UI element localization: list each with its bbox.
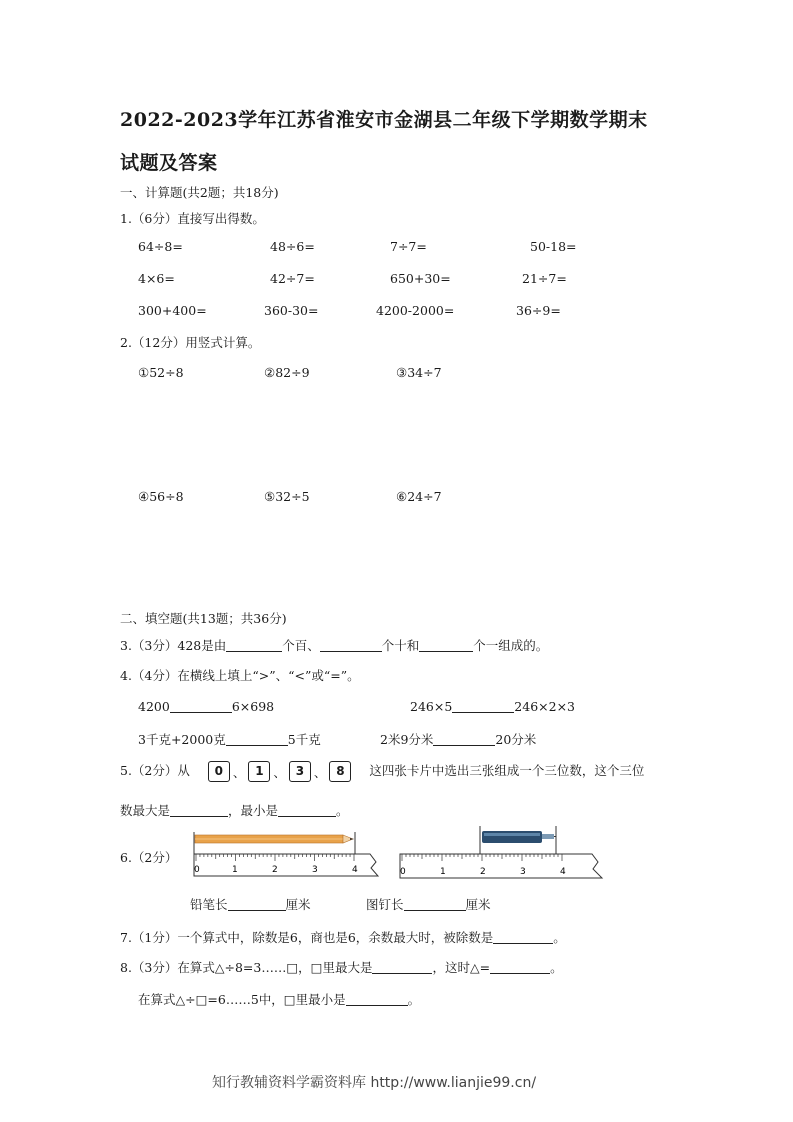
section-header-fill: 二、填空题(共13题；共36分) (120, 611, 287, 626)
q7-text: 7.（1分）一个算式中，除数是6，商也是6，余数最大时，被除数是 (120, 930, 494, 945)
digit-card: 1 (248, 761, 270, 782)
question-5-line1 (120, 761, 644, 782)
digit-card: 3 (289, 761, 311, 782)
page-title: 2022-2023学年江苏省淮安市金湖县二年级下学期数学期末 (120, 109, 648, 131)
page-title-line2: 试题及答案 (120, 152, 218, 174)
ruler-tick-label: 2 (480, 867, 486, 877)
ruler-tick-label: 3 (520, 867, 526, 877)
compare-right: 20分米 (495, 732, 537, 747)
q5-text: ，最小是 (228, 803, 279, 818)
calc-item: 4200-2000= (376, 303, 455, 318)
compare-right: 246×2×3 (514, 699, 576, 714)
ruler-tick-label: 0 (400, 867, 406, 877)
q6-unit: 厘米 (465, 897, 491, 912)
ruler-icon (400, 854, 602, 878)
digit-card: 0 (208, 761, 230, 782)
ruler-tick-label: 2 (272, 865, 278, 875)
q6-text: 铅笔长 (190, 897, 228, 912)
answer-blank[interactable] (404, 896, 466, 911)
answer-blank[interactable] (226, 637, 282, 652)
card-separator: 、 (313, 764, 327, 780)
calc-item: 36÷9= (516, 303, 561, 318)
compare-item (138, 698, 274, 714)
ruler-tick-label: 4 (352, 865, 358, 875)
q7-text: 。 (553, 930, 566, 945)
ruler-tick-label: 1 (440, 867, 446, 877)
vertical-calc-item: ①52÷8 (138, 365, 184, 380)
question-4-stem: 4.（4分）在横线上填上“>”、“<”或“=”。 (120, 668, 360, 683)
compare-item (138, 730, 321, 748)
calc-item: 4×6= (138, 271, 175, 286)
pencil-icon (195, 835, 354, 843)
answer-blank[interactable] (346, 991, 408, 1006)
answer-blank[interactable] (372, 959, 432, 974)
vertical-calc-item: ④56÷8 (138, 489, 184, 504)
q8-text: ，这时△= (432, 960, 491, 975)
calc-item: 650+30= (390, 271, 451, 286)
answer-blank[interactable] (226, 731, 288, 746)
q8-text: 8.（3分）在算式△÷8=3……□，□里最大是 (120, 960, 373, 975)
vertical-calc-item: ②82÷9 (264, 365, 310, 380)
q3-text: 个一组成的。 (473, 638, 549, 653)
question-6-stem: 6.（2分） (120, 850, 178, 865)
vertical-calc-item: ③34÷7 (396, 365, 442, 380)
question-2-stem: 2.（12分）用竖式计算。 (120, 335, 261, 350)
ruler-tick-label: 3 (312, 865, 318, 875)
section-header-calc: 一、计算题(共2题；共18分) (120, 185, 279, 200)
pencil-length-answer (190, 895, 311, 913)
pin-length-answer (366, 895, 491, 913)
pushpin-icon (482, 831, 556, 843)
answer-blank[interactable] (320, 637, 382, 652)
compare-right: 6×698 (231, 699, 275, 714)
calc-item: 21÷7= (522, 271, 567, 286)
answer-blank[interactable] (452, 698, 514, 713)
q5-text: 。 (336, 803, 349, 818)
calc-item: 300+400= (138, 303, 207, 318)
question-7 (120, 928, 566, 946)
question-5-line2 (120, 801, 349, 819)
answer-blank[interactable] (493, 929, 553, 944)
ruler-tick-label: 4 (560, 867, 566, 877)
q6-unit: 厘米 (285, 897, 311, 912)
answer-blank[interactable] (228, 896, 286, 911)
answer-blank[interactable] (490, 959, 550, 974)
compare-left: 4200 (138, 699, 170, 714)
calc-item: 360-30= (264, 303, 319, 318)
answer-blank[interactable] (419, 637, 473, 652)
question-1-stem: 1.（6分）直接写出得数。 (120, 211, 265, 226)
card-separator: 、 (232, 764, 246, 780)
compare-left: 3千克+2000克 (138, 732, 226, 747)
answer-blank[interactable] (278, 802, 336, 817)
q3-text: 3.（3分）428是由 (120, 638, 227, 653)
compare-left: 2米9分米 (380, 732, 434, 747)
compare-right: 5千克 (287, 732, 321, 747)
answer-blank[interactable] (433, 731, 495, 746)
question-8-line2 (138, 990, 420, 1008)
answer-blank[interactable] (170, 698, 232, 713)
q6-text: 图钉长 (366, 897, 404, 912)
vertical-calc-item: ⑥24÷7 (396, 489, 442, 504)
answer-blank[interactable] (170, 802, 228, 817)
pencil-ruler-figure (190, 828, 390, 884)
question-3 (120, 636, 548, 654)
ruler-tick-label: 0 (194, 865, 200, 875)
calc-item: 42÷7= (270, 271, 315, 286)
compare-item (380, 730, 536, 748)
calc-item: 7÷7= (390, 239, 427, 254)
ruler-icon (194, 854, 378, 876)
q5-text: 数最大是 (120, 803, 171, 818)
pin-ruler-figure (396, 822, 608, 886)
calc-item: 64÷8= (138, 239, 183, 254)
q5-text: 这四张卡片中选出三张组成一个三位数，这个三位 (369, 763, 645, 778)
question-8-line1 (120, 958, 563, 976)
digit-card: 8 (329, 761, 351, 782)
q3-text: 个十和 (381, 638, 420, 653)
ruler-tick-label: 1 (232, 865, 238, 875)
card-separator: 、 (273, 764, 286, 780)
q3-text: 个百、 (282, 638, 320, 653)
page-footer: 知行教辅资料学霸资料库 http://www.lianjie99.cn/ (212, 1075, 537, 1091)
q5-text: 5.（2分）从 (120, 763, 190, 778)
q8-text: 。 (407, 992, 421, 1007)
q8-text: 。 (550, 960, 563, 975)
compare-left: 246×5 (410, 699, 453, 714)
calc-item: 50-18= (530, 239, 577, 254)
calc-item: 48÷6= (270, 239, 315, 254)
q8-text: 在算式△÷□=6……5中，□里最小是 (138, 992, 346, 1007)
compare-item (410, 698, 575, 714)
vertical-calc-item: ⑤32÷5 (264, 489, 310, 504)
